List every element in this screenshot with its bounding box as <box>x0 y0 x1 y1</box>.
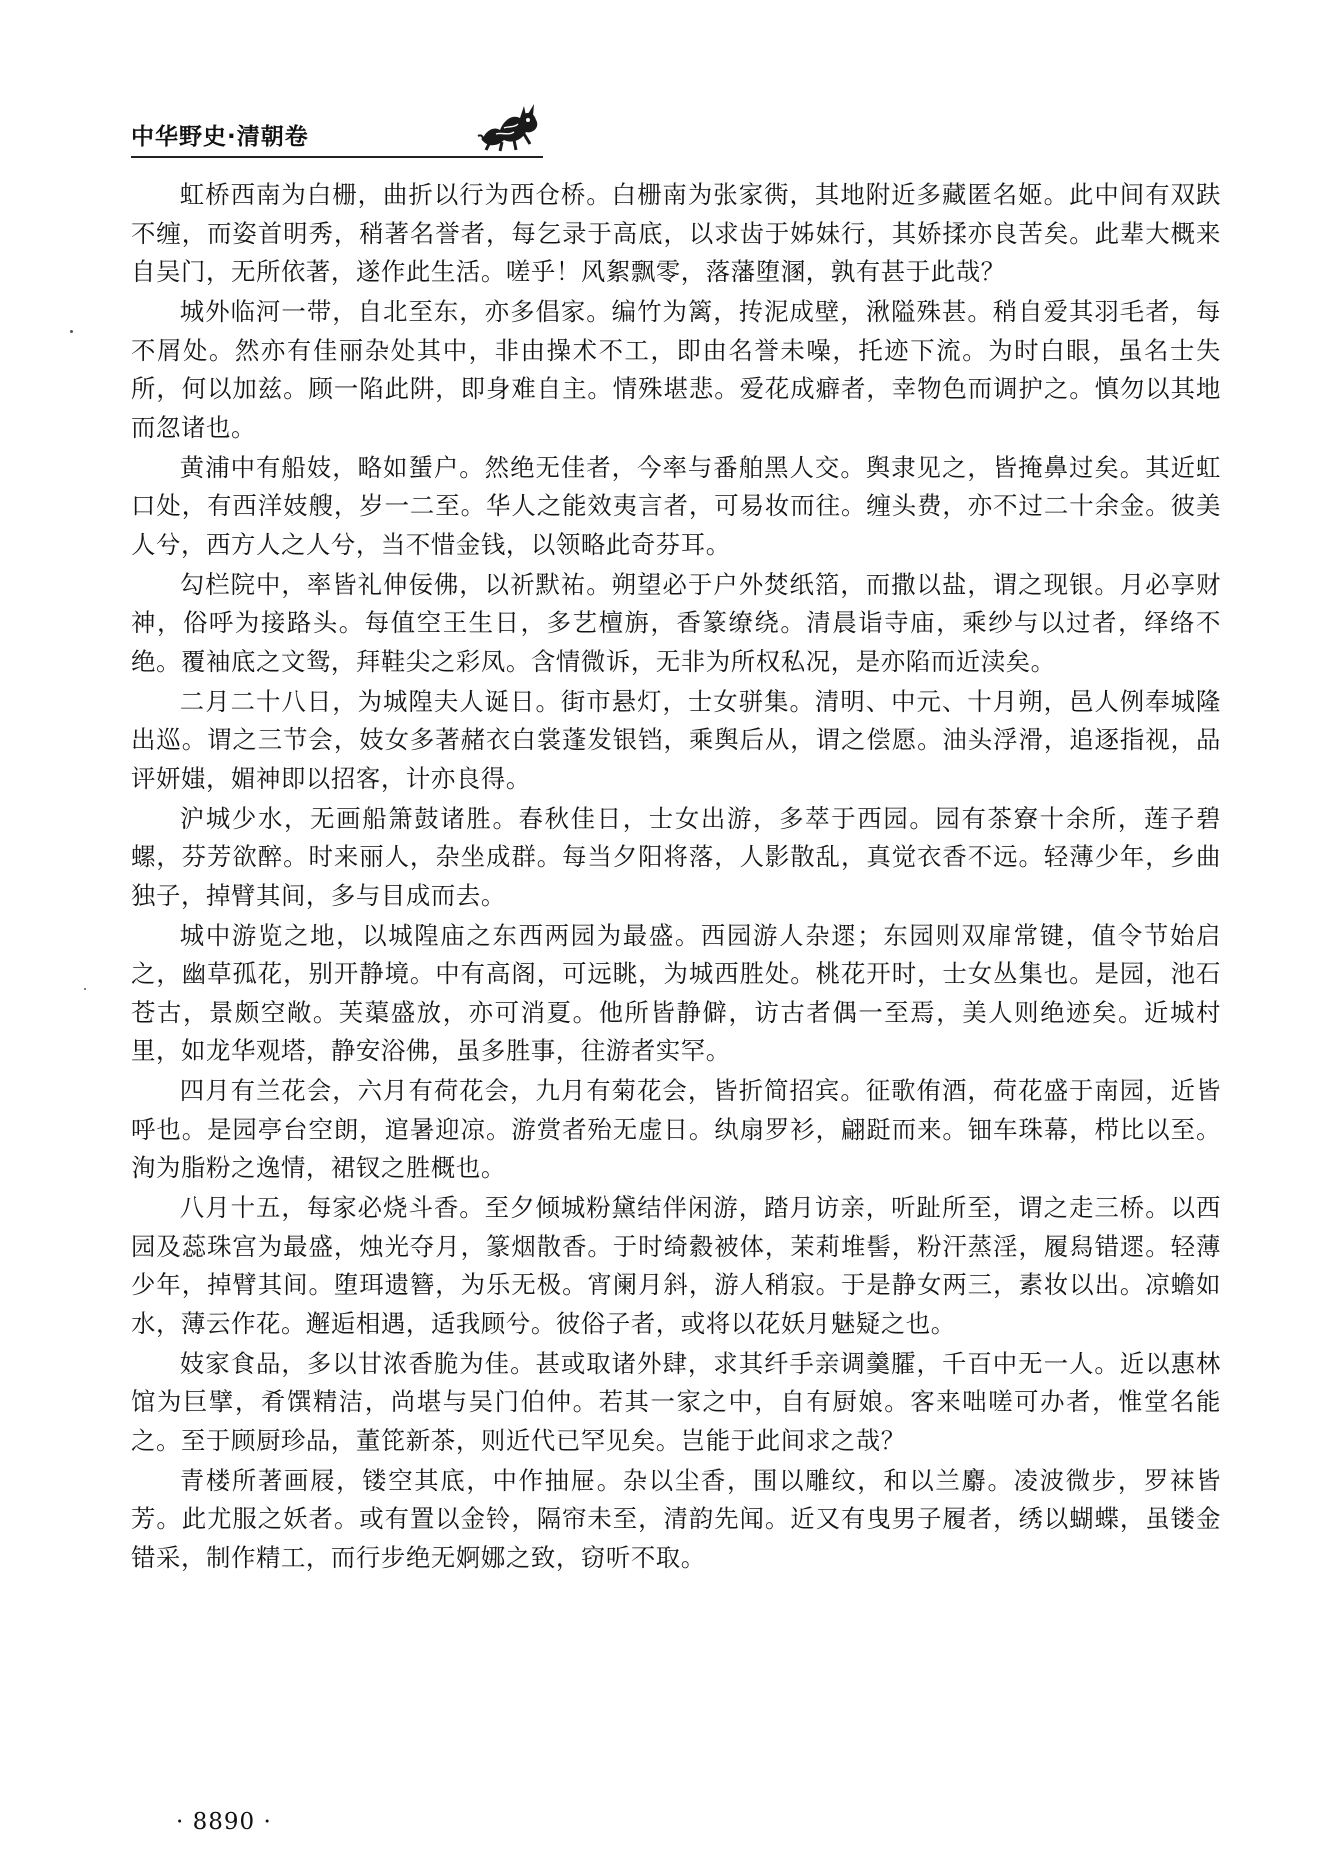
page-number: · 8890 · <box>176 1809 272 1835</box>
paragraph: 沪城少水，无画船箫鼓诸胜。春秋佳日，士女出游，多萃于西园。园有茶寮十余所，莲子碧螺，芬芳欲醉。时来丽人，杂坐成群。每当夕阳将落，人影散乱，真觉衣香不远。轻薄少年，乡曲独子，掉臂其间，多与目成而去。 <box>131 803 1221 910</box>
book-title: 中华野史·清朝卷 <box>131 124 309 150</box>
paragraph: 妓家食品，多以甘浓香脆为佳。甚或取诸外肆，求其纤手亲调羹臛，千百中无一人。近以惠林馆为巨擘，肴馔精洁，尚堪与吴门伯仲。若其一家之中，自有厨娘。客来咄嗟可办者，惟堂名能之。至于顾厨珍品，董笓新茶，则近代已罕见矣。岂能于此间求之哉？ <box>131 1348 1221 1455</box>
dragon-emblem-icon <box>476 100 542 152</box>
paragraph: 城外临河一带，自北至东，亦多倡家。编竹为篱，抟泥成壁，湫隘殊甚。稍自爱其羽毛者，每不屑处。然亦有佳丽杂处其中，非由操术不工，即由名誉未噪，托迹下流。为时白眼，虽名士失所，何以加兹。顾一陷此阱，即身难自主。情殊堪悲。爱花成癖者，幸物色而调护之。慎勿以其地而忽诸也。 <box>131 297 1221 442</box>
page-body <box>131 176 1221 1579</box>
paragraph: 青楼所著画屐，镂空其底，中作抽屉。杂以尘香，围以雕纹，和以兰麝。凌波微步，罗袜皆芳。此尤服之妖者。或有置以金铃，隔帘未至，清韵先闻。近又有曳男子履者，绣以蝴蝶，虽镂金错采，制作精工，而行步绝无婀娜之致，窃听不取。 <box>131 1465 1221 1572</box>
paragraph: 二月二十八日，为城隍夫人诞日。街市悬灯，士女骈集。清明、中元、十月朔，邑人例奉城隆出巡。谓之三节会，妓女多著赭衣白裳蓬发银铛，乘舆后从，谓之偿愿。油头浮滑，追逐指视，品评妍媸，媚神即以招客，计亦良得。 <box>131 686 1221 793</box>
running-header <box>131 110 543 160</box>
scan-speck <box>84 988 86 990</box>
scan-speck <box>70 330 73 333</box>
paragraph: 四月有兰花会，六月有荷花会，九月有菊花会，皆折简招宾。征歌侑酒，荷花盛于南园，近皆呼也。是园亭台空朗，逭暑迎凉。游赏者殆无虚日。纨扇罗衫，翩跹而来。钿车珠幕，栉比以至。洵为脂粉之逸情，裙钗之胜概也。 <box>131 1076 1221 1182</box>
paragraph: 勾栏院中，率皆礼伸佞佛，以祈默祐。朔望必于户外焚纸箔，而撒以盐，谓之现银。月必享财神，俗呼为接路头。每值空王生日，多艺檀旃，香篆缭绕。清晨诣寺庙，乘纱与以过者，绎络不绝。覆袖底之文鸳，拜鞋尖之彩凤。含情微诉，无非为所权私况，是亦陷而近渎矣。 <box>131 569 1221 676</box>
paragraph: 虹桥西南为白栅，曲折以行为西仓桥。白栅南为张家衖，其地附近多藏匿名姬。此中间有双趺不缠，而姿首明秀，稍著名誉者，每乞录于高底，以求齿于姊妹行，其娇揉亦良苦矣。此辈大概来自吴门，无所依著，遂作此生活。嗟乎！风絮飘零，落藩堕溷，孰有甚于此哉？ <box>131 180 1221 286</box>
paragraph: 黄浦中有船妓，略如蜑户。然绝无佳者，今率与番舶黑人交。舆隶见之，皆掩鼻过矣。其近虹口处，有西洋妓艘，岁一二至。华人之能效夷言者，可易妆而往。缠头费，亦不过二十余金。彼美人兮，西方人之人兮，当不惜金钱，以领略此奇芬耳。 <box>131 452 1221 559</box>
paragraph: 八月十五，每家必烧斗香。至夕倾城粉黛结伴闲游，踏月访亲，听趾所至，谓之走三桥。以西园及蕊珠宫为最盛，烛光夺月，篆烟散香。于时绮縠被体，茉莉堆髻，粉汗蒸淫，履舄错遝。轻薄少年，掉臂其间。堕珥遗簪，为乐无极。宵阑月斜，游人稍寂。于是静女两三，素妆以出。凉蟾如水，薄云作花。邂逅相遇，适我顾兮。彼俗子者，或将以花妖月魅疑之也。 <box>131 1193 1221 1338</box>
paragraph: 城中游览之地，以城隍庙之东西两园为最盛。西园游人杂遝；东园则双扉常键，值令节始启之，幽草孤花，别开静境。中有高阁，可远眺，为城西胜处。桃花开时，士女丛集也。是园，池石苍古，景颇空敞。芙蕖盛放，亦可消夏。他所皆静僻，访古者偶一至焉，美人则绝迹矣。近城村里，如龙华观塔，静安浴佛，虽多胜事，往游者实罕。 <box>131 920 1221 1065</box>
header-rule <box>131 156 543 158</box>
